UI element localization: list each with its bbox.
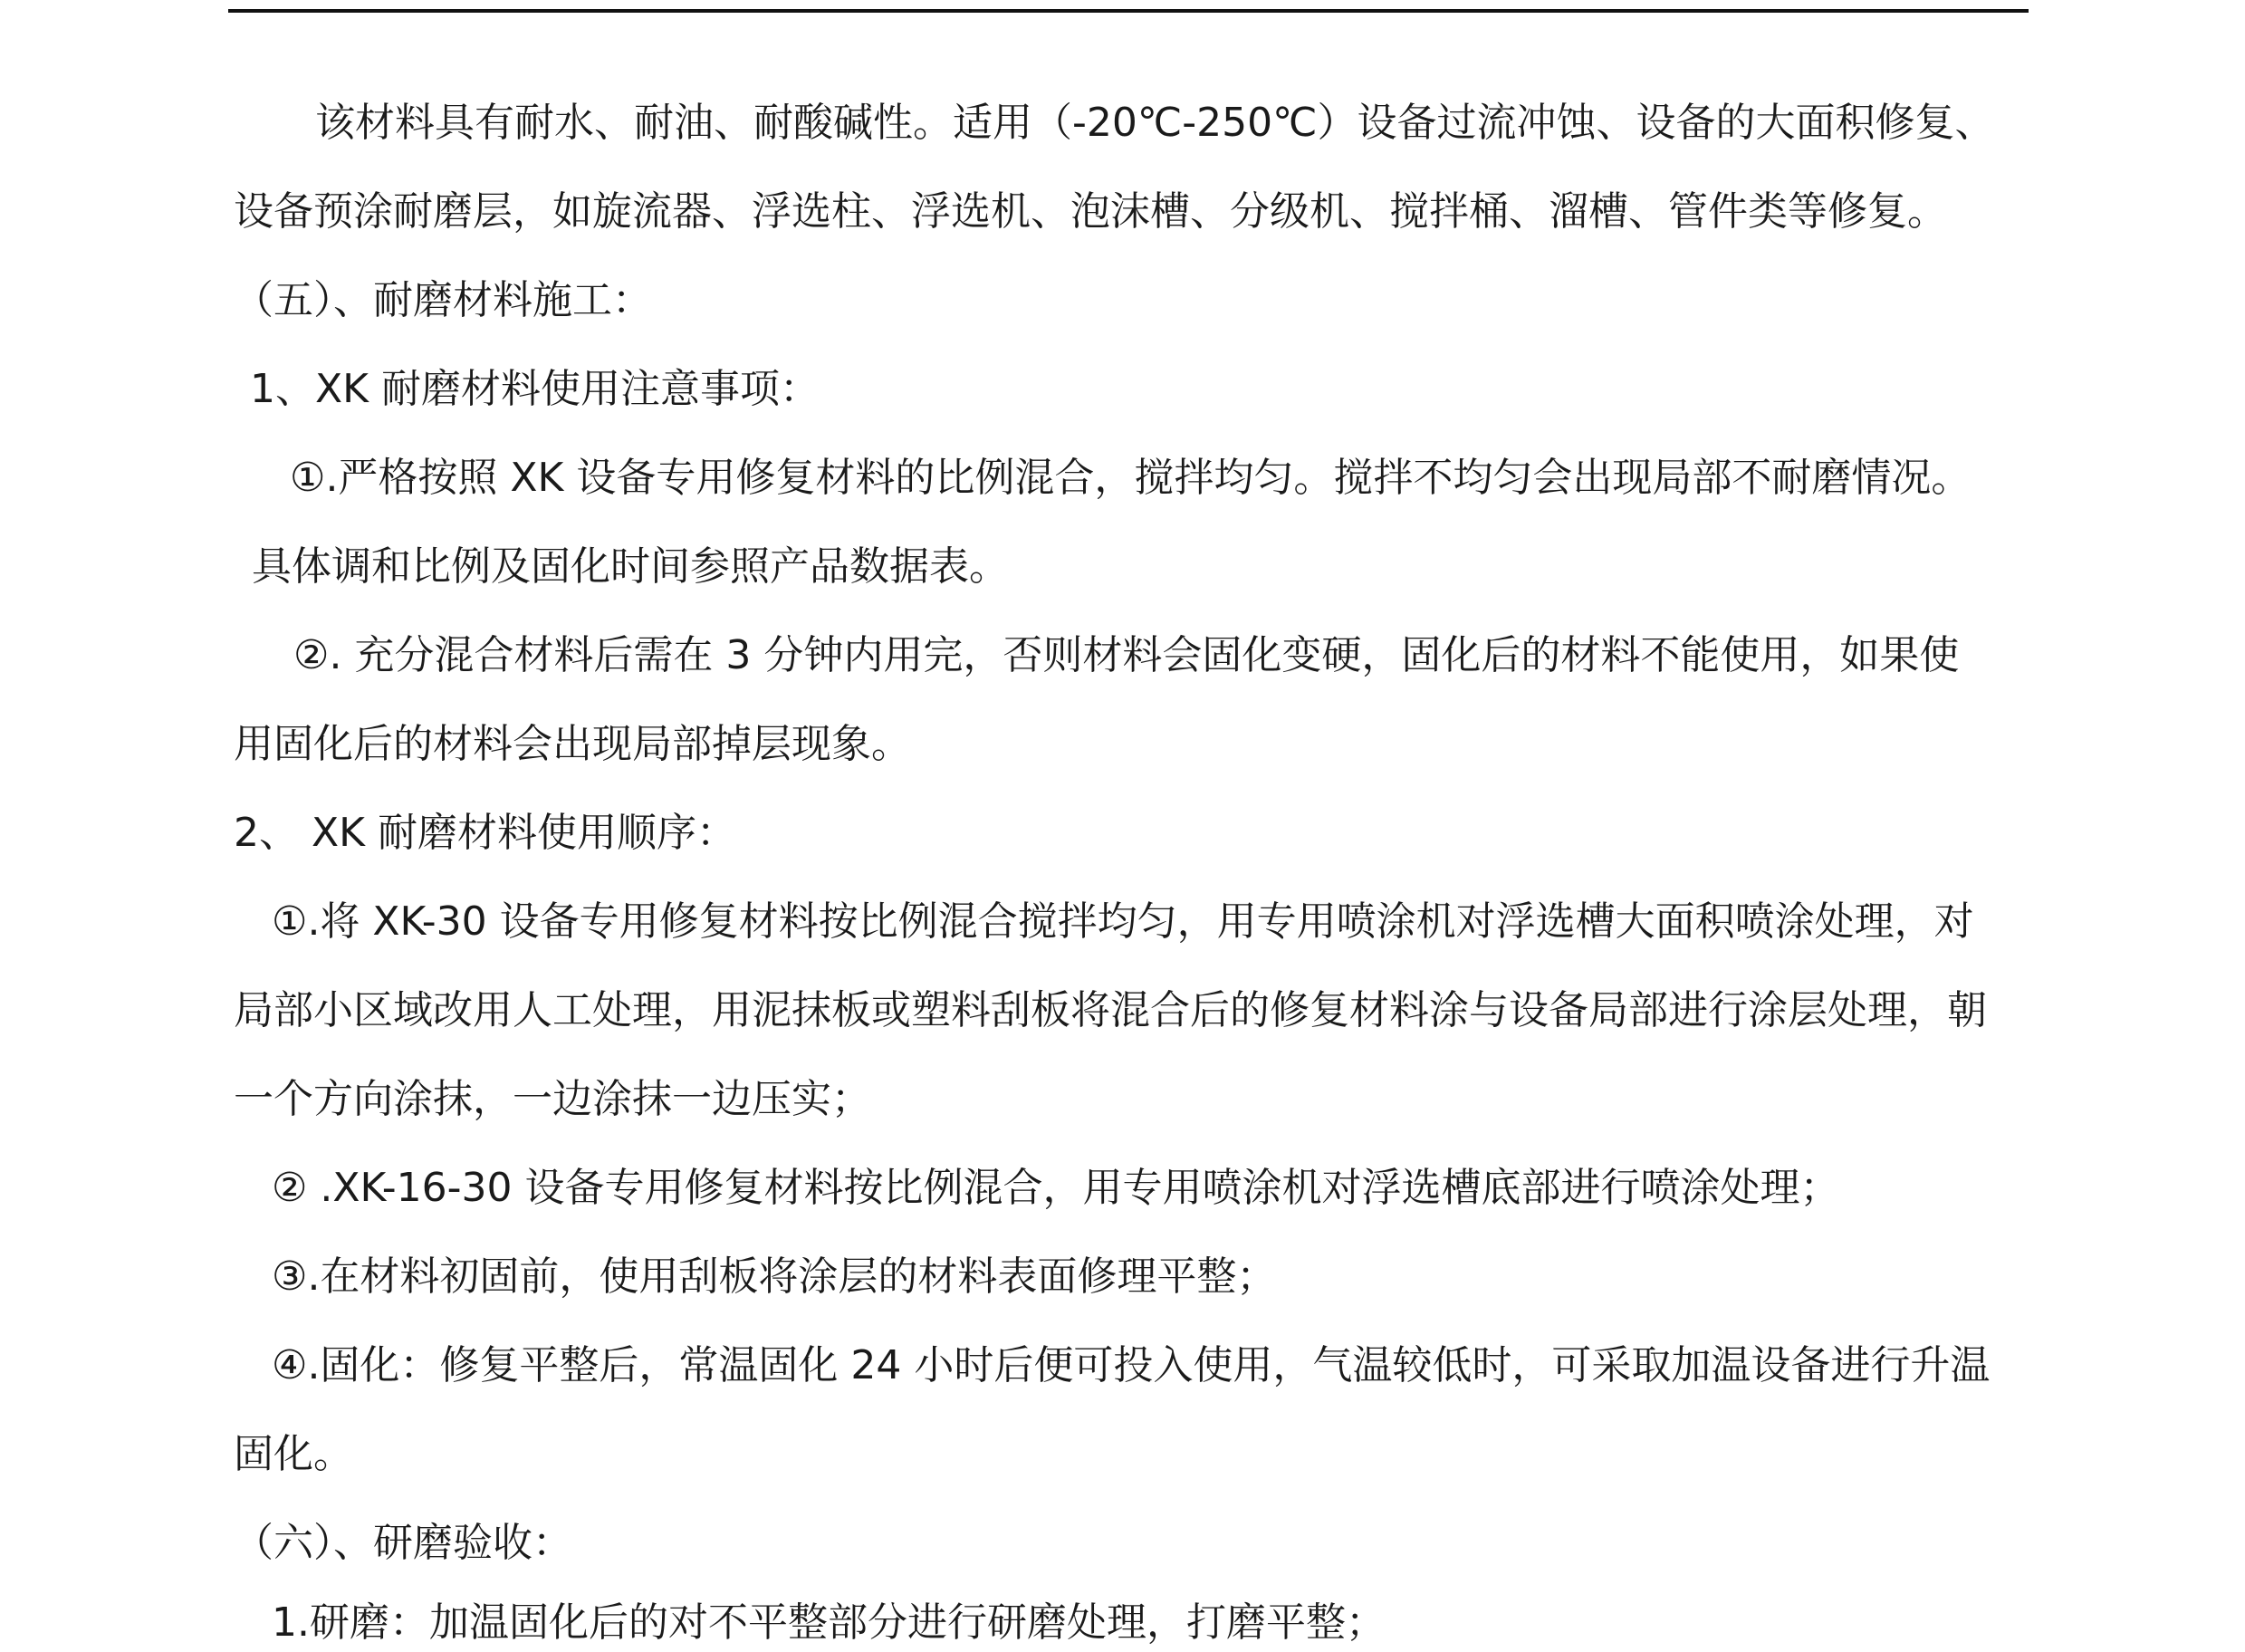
section-heading-5: （五）、耐磨材料施工： [234, 277, 652, 323]
list-item: ①.将 XK-30 设备专用修复材料按比例混合搅拌均匀，用专用喷涂机对浮选槽大面积喷涂处理，对 [272, 898, 1974, 945]
header-rule [228, 9, 2029, 13]
list-item: ④.固化：修复平整后，常温固化 24 小时后便可投入使用，气温较低时，可采取加温设备进行升温 [272, 1342, 1991, 1388]
paragraph-line: 局部小区域改用人工处理，用泥抹板或塑料刮板将混合后的修复材料涂与设备局部进行涂层处理，朝 [234, 987, 1987, 1033]
paragraph-line: 该材料具有耐水、耐油、耐酸碱性。适用（-20℃-250℃）设备过流冲蚀、设备的大面积修复、 [315, 100, 1995, 146]
paragraph-line: 具体调和比例及固化时间参照产品数据表。 [252, 543, 1009, 590]
list-item: 1.研磨：加温固化后的对不平整部分进行研磨处理，打磨平整； [272, 1599, 1386, 1646]
subsection-heading-2: 2、 XK 耐磨材料使用顺序： [234, 810, 736, 856]
paragraph-line: 固化。 [234, 1431, 353, 1477]
paragraph-line: 一个方向涂抹，一边涂抹一边压实； [234, 1076, 871, 1122]
list-item: ①.严格按照 XK 设备专用修复材料的比例混合，搅拌均匀。搅拌不均匀会出现局部不耐磨情况。 [290, 455, 1972, 501]
paragraph-line: 设备预涂耐磨层，如旋流器、浮选柱、浮选机、泡沫槽、分级机、搅拌桶、溜槽、管件类等修复。 [234, 188, 1947, 235]
list-item: ② .XK-16-30 设备专用修复材料按比例混合，用专用喷涂机对浮选槽底部进行喷涂处理； [272, 1165, 1840, 1211]
list-item: ②. 充分混合材料后需在 3 分钟内用完，否则材料会固化变硬，固化后的材料不能使用，如果使 [293, 632, 1960, 678]
subsection-heading-1: 1、XK 耐磨材料使用注意事项： [250, 366, 820, 412]
paragraph-line: 用固化后的材料会出现局部掉层现象。 [234, 721, 911, 767]
list-item: ③.在材料初固前，使用刮板将涂层的材料表面修理平整； [272, 1253, 1277, 1300]
section-heading-6: （六）、研磨验收： [234, 1520, 572, 1566]
